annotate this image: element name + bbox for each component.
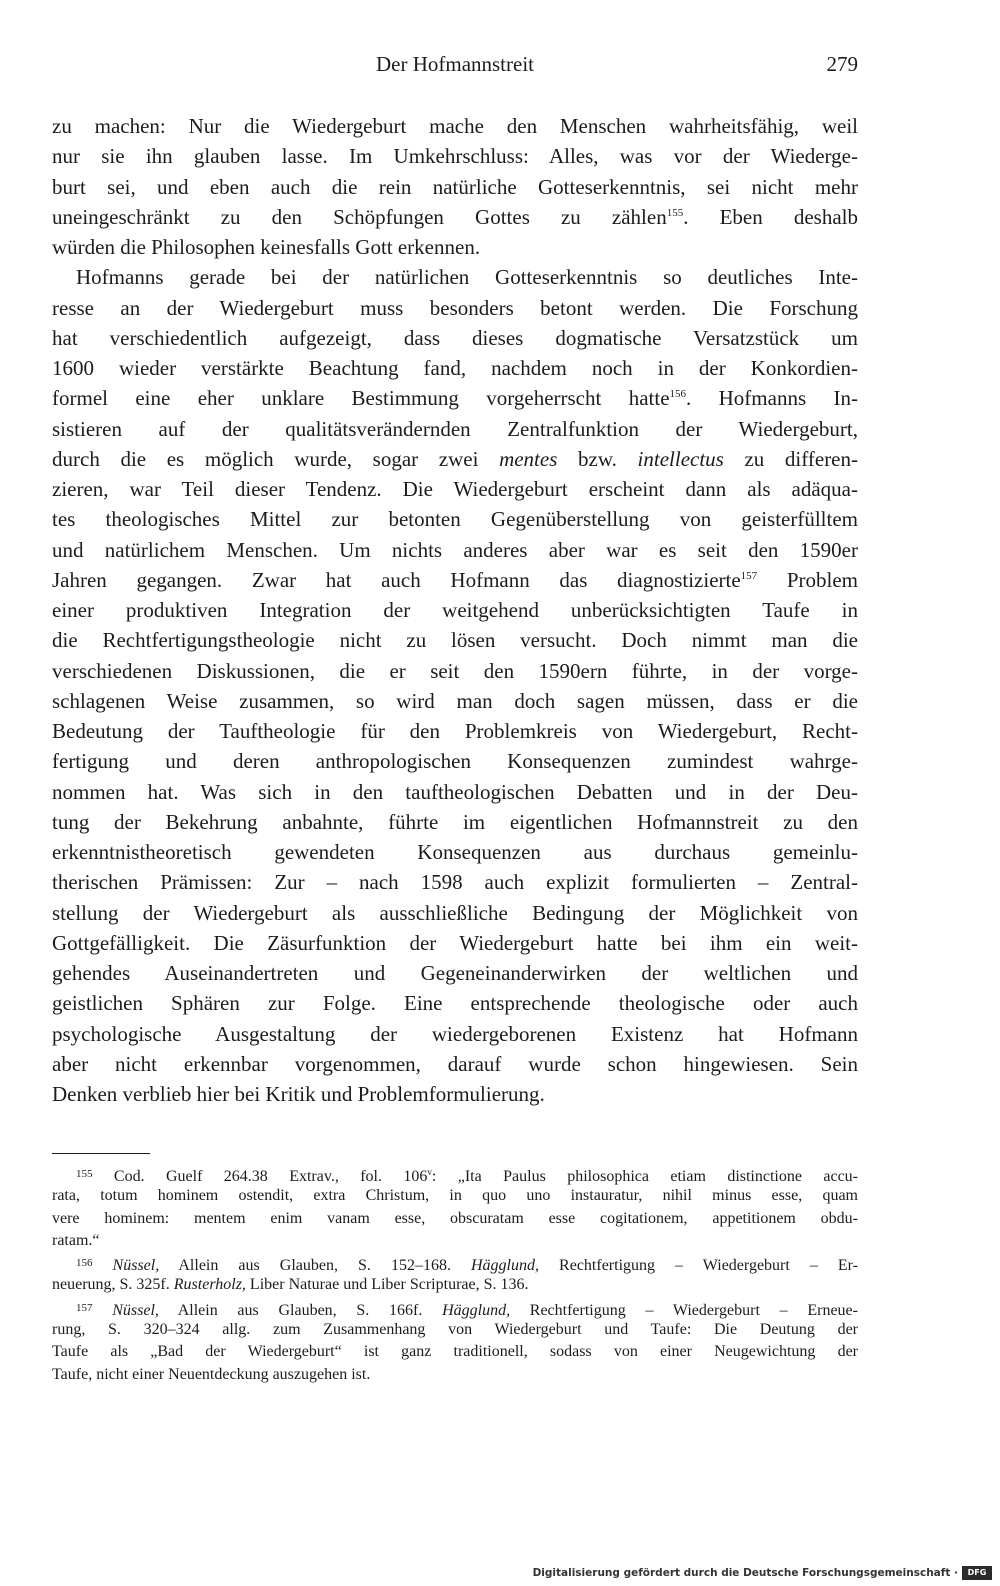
footnote-line: ratam.“ xyxy=(52,1231,100,1249)
text-line: geistlichen Sphären zur Folge. Eine entsprechende theologische oder auch xyxy=(52,991,858,1016)
footnote-line: rung, S. 320–324 allg. zum Zusammenhang von Wiedergeburt und Taufe: Die Deutung der xyxy=(52,1321,858,1339)
text-line: einer produktiven Integration der weitgehend unberücksichtigten Taufe in xyxy=(52,598,858,622)
footnote-ref: 155 xyxy=(666,206,684,219)
credit-text: Digitalisierung gefördert durch die Deutsche Forschungsgemeinschaft · xyxy=(532,1567,958,1579)
text-line: burt sei, und eben auch die rein natürliche Gotteserkenntnis, sei nicht mehr xyxy=(52,174,858,199)
main-text xyxy=(52,111,858,1109)
text-line: fertigung und deren anthropologischen Konsequenzen zumindest wahrge- xyxy=(52,749,858,774)
running-head xyxy=(52,50,858,82)
text-line: stellung der Wiedergeburt als ausschließliche Bedingung der Möglichkeit von xyxy=(52,900,858,925)
book-page xyxy=(52,0,858,1586)
text-line: uneingeschränkt zu den Schöpfungen Gottes zu zählen$^{155}$. Eben deshalb xyxy=(52,204,858,229)
footnote-line: vere hominem: mentem enim vanam esse, obscuratam esse cogitationem, appetitionem obdu- xyxy=(52,1209,858,1227)
footnote-number: 157 xyxy=(76,1301,93,1314)
footnote-number: 155 xyxy=(76,1168,93,1180)
footnote-155: $^{155}$ Cod. Guelf 264.38 Extrav., fol. 106$^v$: „Ita Paulus philosophica etiam distinctione accu- xyxy=(76,1167,858,1185)
text-line: und natürlichem Menschen. Um nichts anderes aber war es seit den 1590er xyxy=(52,537,858,562)
text-line: erkenntnistheoretisch gewendeten Konsequenzen aus durchaus gemeinlu- xyxy=(52,840,858,864)
footnote-157: $^{157}$ Nüssel, Allein aus Glauben, S. 166f. Hägglund, Rechtfertigung – Wiedergeburt – Erneue- xyxy=(76,1301,858,1319)
footnotes xyxy=(52,1163,858,1386)
text-line: psychologische Ausgestaltung der wiedergeborenen Existenz hat Hofmann xyxy=(52,1021,858,1046)
footnote-line: Taufe, nicht einer Neuentdeckung auszugehen ist. xyxy=(52,1365,371,1383)
footnote-line: Taufe als „Bad der Wiedergeburt“ ist ganz traditionell, sodass von einer Neugewichtung der xyxy=(52,1343,858,1361)
digitization-credit xyxy=(533,1564,992,1582)
text-line: Jahren gegangen. Zwar hat auch Hofmann das diagnostizierte$^{157}$ Problem xyxy=(52,567,858,592)
text-line: tung der Bekehrung anbahnte, führte im eigentlichen Hofmannstreit zu den xyxy=(52,809,858,834)
text-line: Gottgefälligkeit. Die Zäsurfunktion der Wiedergeburt hatte bei ihm ein weit- xyxy=(52,930,858,955)
text-line: gehendes Auseinandertreten und Gegeneinanderwirken der weltlichen und xyxy=(52,961,858,985)
page-number: 279 xyxy=(826,52,858,76)
text-line: therischen Prämissen: Zur – nach 1598 auch explizit formulierten – Zentral- xyxy=(52,870,858,895)
text-line: die Rechtfertigungstheologie nicht zu lösen versucht. Doch nimmt man die xyxy=(52,628,858,653)
text-line: hat verschiedentlich aufgezeigt, dass dieses dogmatische Versatzstück um xyxy=(52,325,858,350)
text-line: resse an der Wiedergeburt muss besonders betont werden. Die Forschung xyxy=(52,295,858,320)
text-line: zieren, war Teil dieser Tendenz. Die Wiedergeburt erscheint dann als adäqua- xyxy=(52,477,858,501)
text-line: tes theologisches Mittel zur betonten Gegenüberstellung von geisterfülltem xyxy=(52,507,858,532)
footnote-divider xyxy=(52,1153,150,1154)
text-line: nur sie ihn glauben lasse. Im Umkehrschluss: Alles, was vor der Wiederge- xyxy=(52,144,858,169)
text-line: zu machen: Nur die Wiedergeburt mache den Menschen wahrheitsfähig, weil xyxy=(52,114,858,138)
text-line: verschiedenen Diskussionen, die er seit den 1590ern führte, in der vorge- xyxy=(52,658,858,683)
text-line: Bedeutung der Tauftheologie für den Problemkreis von Wiedergeburt, Recht- xyxy=(52,719,858,743)
footnote-line: neuerung, S. 325f. Rusterholz, Liber Naturae und Liber Scripturae, S. 136. xyxy=(52,1276,529,1294)
text-line: 1600 wieder verstärkte Beachtung fand, nachdem noch in der Konkordien- xyxy=(52,356,858,380)
italic-term: mentes xyxy=(499,446,558,471)
text-line: durch die es möglich wurde, sogar zwei mentes bzw. intellectus zu differen- xyxy=(52,446,858,471)
footnote-number: 156 xyxy=(76,1257,93,1270)
italic-term: intellectus xyxy=(637,446,724,471)
dfg-logo-icon: DFG xyxy=(962,1566,992,1580)
text-line: sistieren auf der qualitätsverändernden Zentralfunktion der Wiedergeburt, xyxy=(52,416,858,441)
footnote-ref: 157 xyxy=(740,569,758,582)
text-line: Denken verblieb hier bei Kritik und Problemformulierung. xyxy=(52,1082,545,1106)
text-line: würden die Philosophen keinesfalls Gott erkennen. xyxy=(52,235,481,259)
text-line: formel eine eher unklare Bestimmung vorgeherrscht hatte$^{156}$. Hofmanns In- xyxy=(52,386,858,411)
text-line: aber nicht erkennbar vorgenommen, darauf wurde schon hingewiesen. Sein xyxy=(52,1051,858,1076)
paragraph-start-line: Hofmanns gerade bei der natürlichen Gotteserkenntnis so deutliches Inte- xyxy=(76,265,858,290)
footnote-line: rata, totum hominem ostendit, extra Christum, in quo uno instauratur, nihil minus esse, quam xyxy=(52,1187,858,1205)
footnote-ref: 156 xyxy=(669,388,687,401)
running-title: Der Hofmannstreit xyxy=(375,52,535,76)
text-line: nommen hat. Was sich in den tauftheologischen Debatten und in der Deu- xyxy=(52,779,858,804)
footnote-156: $^{156}$ Nüssel, Allein aus Glauben, S. 152–168. Hägglund, Rechtfertigung – Wiedergeburt – Er- xyxy=(76,1257,858,1275)
text-line: schlagenen Weise zusammen, so wird man doch sagen müssen, dass er die xyxy=(52,688,858,713)
